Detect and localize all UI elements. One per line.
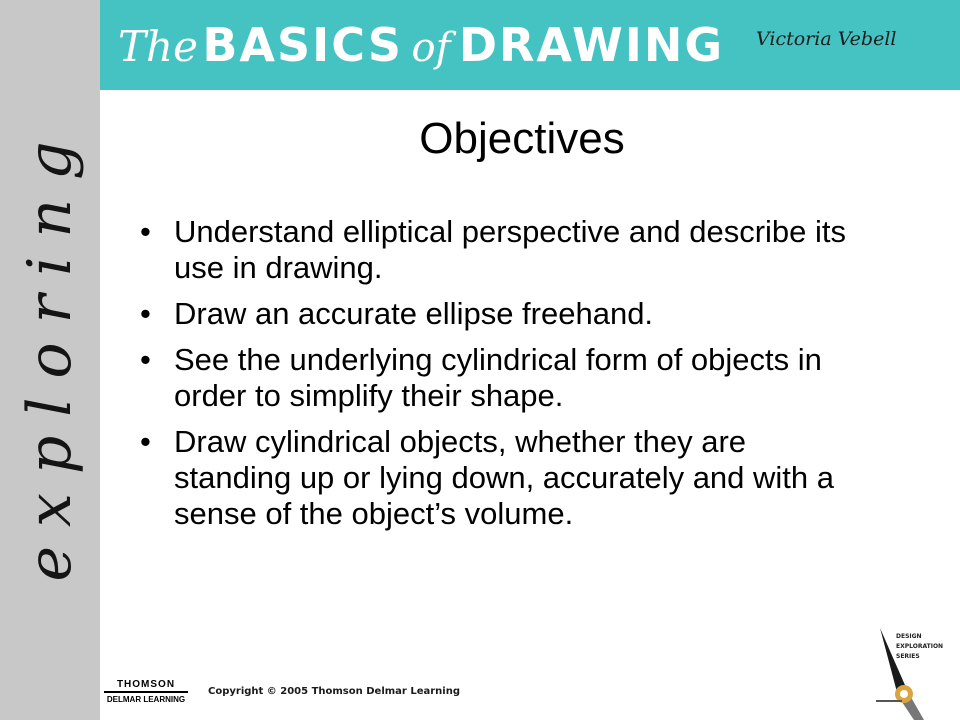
sidebar [0,0,100,720]
title-basics: BASICS [202,18,404,72]
header-banner [100,0,960,90]
bullet-marker: • [140,214,151,249]
logo-top-text: THOMSON [104,679,188,693]
title-drawing: DRAWING [458,18,725,72]
series-line: SERIES [896,653,920,660]
title-the: The [118,22,198,71]
copyright-text: Copyright © 2005 Thomson Delmar Learning [208,686,460,697]
list-item [140,214,860,286]
bullet-marker: • [140,424,151,459]
book-title [118,10,724,92]
bullet-text: Draw cylindrical objects, whether they are standing up or lying down, accurately and with a sense of the object’s volume. [174,424,835,531]
objectives-list [140,214,860,542]
author-name: Victoria Vebell [756,28,897,50]
list-item [140,342,860,414]
series-line: EXPLORATION [896,643,944,650]
series-line: DESIGN [896,633,922,640]
bullet-text: See the underlying cylindrical form of objects in order to simplify their shape. [174,342,822,413]
list-item [140,424,860,532]
bullet-marker: • [140,296,151,331]
logo-bottom-text: DELMAR LEARNING [106,695,186,704]
list-item [140,296,860,332]
bullet-text: Draw an accurate ellipse freehand. [174,296,654,331]
design-exploration-series [896,632,956,662]
slide-title: Objectives [419,114,625,163]
sidebar-word-exploring: exploring [15,122,85,582]
title-of: of [411,25,451,71]
bullet-marker: • [140,342,151,377]
bullet-text: Understand elliptical perspective and describe its use in drawing. [174,214,847,285]
thomson-logo [104,679,188,704]
